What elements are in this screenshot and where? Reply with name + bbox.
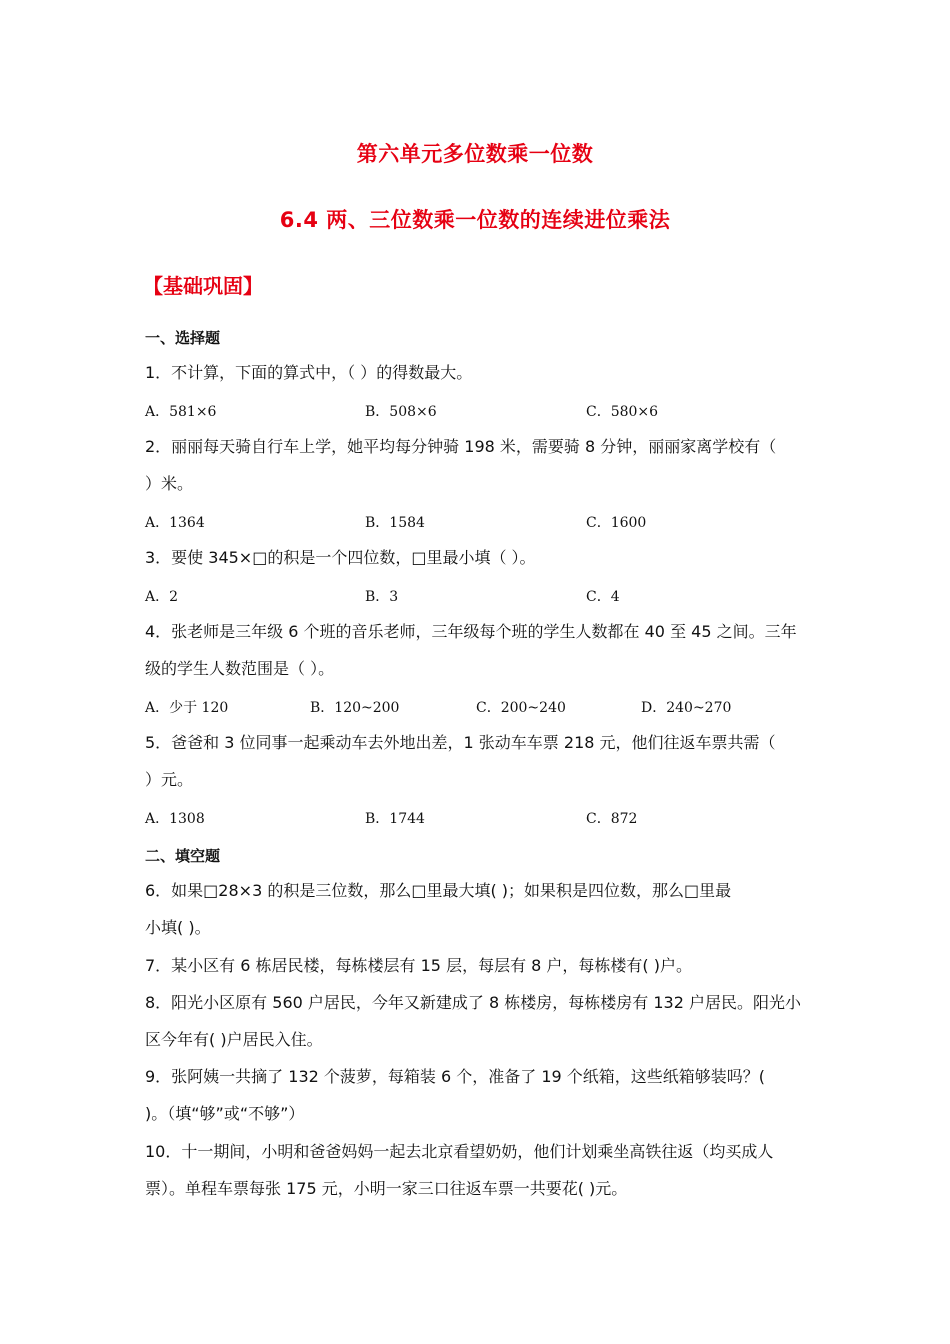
section-heading-fill: 二、填空题 [145, 847, 221, 865]
question-6-cont: 小填( )。 [145, 918, 211, 937]
question-8: 8．阳光小区原有 560 户居民，今年又新建成了 8 栋楼房，每栋楼房有 132 户居民。阳光小 [145, 993, 801, 1012]
question-4-cont: 级的学生人数范围是（ ）。 [145, 659, 335, 678]
lesson-title: 6.4 两、三位数乘一位数的连续进位乘法 [279, 208, 671, 232]
question-2-cont: ）米。 [145, 474, 194, 493]
question-9: 9．张阿姨一共摘了 132 个菠萝，每箱装 6 个，准备了 19 个纸箱，这些纸箱够装吗？( [145, 1067, 766, 1086]
question-9-cont: )。（填“够”或“不够”） [145, 1104, 305, 1123]
option-d: D．240~270 [641, 700, 732, 716]
question-6: 6．如果□28×3 的积是三位数，那么□里最大填( )；如果积是四位数，那么□里最 [145, 881, 732, 900]
section-heading-choice: 一、选择题 [145, 329, 221, 347]
option-c: C．872 [586, 811, 638, 827]
option-b: B．1744 [365, 811, 425, 827]
question-4-options [145, 697, 807, 719]
question-5: 5．爸爸和 3 位同事一起乘动车去外地出差，1 张动车车票 218 元，他们往返车票共需（ [145, 733, 776, 752]
option-c: C．4 [586, 589, 620, 605]
option-c: C．1600 [586, 515, 647, 531]
question-2: 2．丽丽每天骑自行车上学，她平均每分钟骑 198 米，需要骑 8 分钟，丽丽家离学校有（ [145, 437, 777, 456]
option-a: A．1308 [145, 811, 205, 827]
option-c: C．200~240 [476, 700, 566, 716]
question-5-cont: ）元。 [145, 770, 194, 789]
option-b: B．3 [365, 589, 399, 605]
option-b: B．120~200 [310, 700, 400, 716]
question-7: 7．某小区有 6 栋居民楼，每栋楼层有 15 层，每层有 8 户，每栋楼有( )户。 [145, 956, 692, 975]
question-2-options [145, 512, 807, 534]
section-tag: 【基础巩固】 [143, 274, 263, 298]
question-3: 3．要使 345×□的积是一个四位数，□里最小填（ ）。 [145, 548, 536, 567]
unit-title: 第六单元多位数乘一位数 [356, 142, 594, 166]
question-10-cont: 票）。单程车票每张 175 元，小明一家三口往返车票一共要花( )元。 [145, 1179, 628, 1198]
option-c: C．580×6 [586, 404, 659, 420]
question-1: 1．不计算，下面的算式中，（ ）的得数最大。 [145, 363, 473, 382]
question-4: 4．张老师是三年级 6 个班的音乐老师，三年级每个班的学生人数都在 40 至 45 之间。三年 [145, 622, 797, 641]
option-a: A．2 [145, 589, 179, 605]
question-8-cont: 区今年有( )户居民入住。 [145, 1030, 323, 1049]
option-b: B．1584 [365, 515, 425, 531]
option-a: A．581×6 [145, 404, 217, 420]
question-5-options [145, 808, 807, 830]
question-10: 10．十一期间，小明和爸爸妈妈一起去北京看望奶奶，他们计划乘坐高铁往返（均买成人 [145, 1142, 774, 1161]
question-1-options [145, 401, 807, 423]
option-a: A．少于 120 [145, 700, 229, 716]
option-b: B．508×6 [365, 404, 437, 420]
question-3-options [145, 586, 807, 608]
option-a: A．1364 [145, 515, 205, 531]
